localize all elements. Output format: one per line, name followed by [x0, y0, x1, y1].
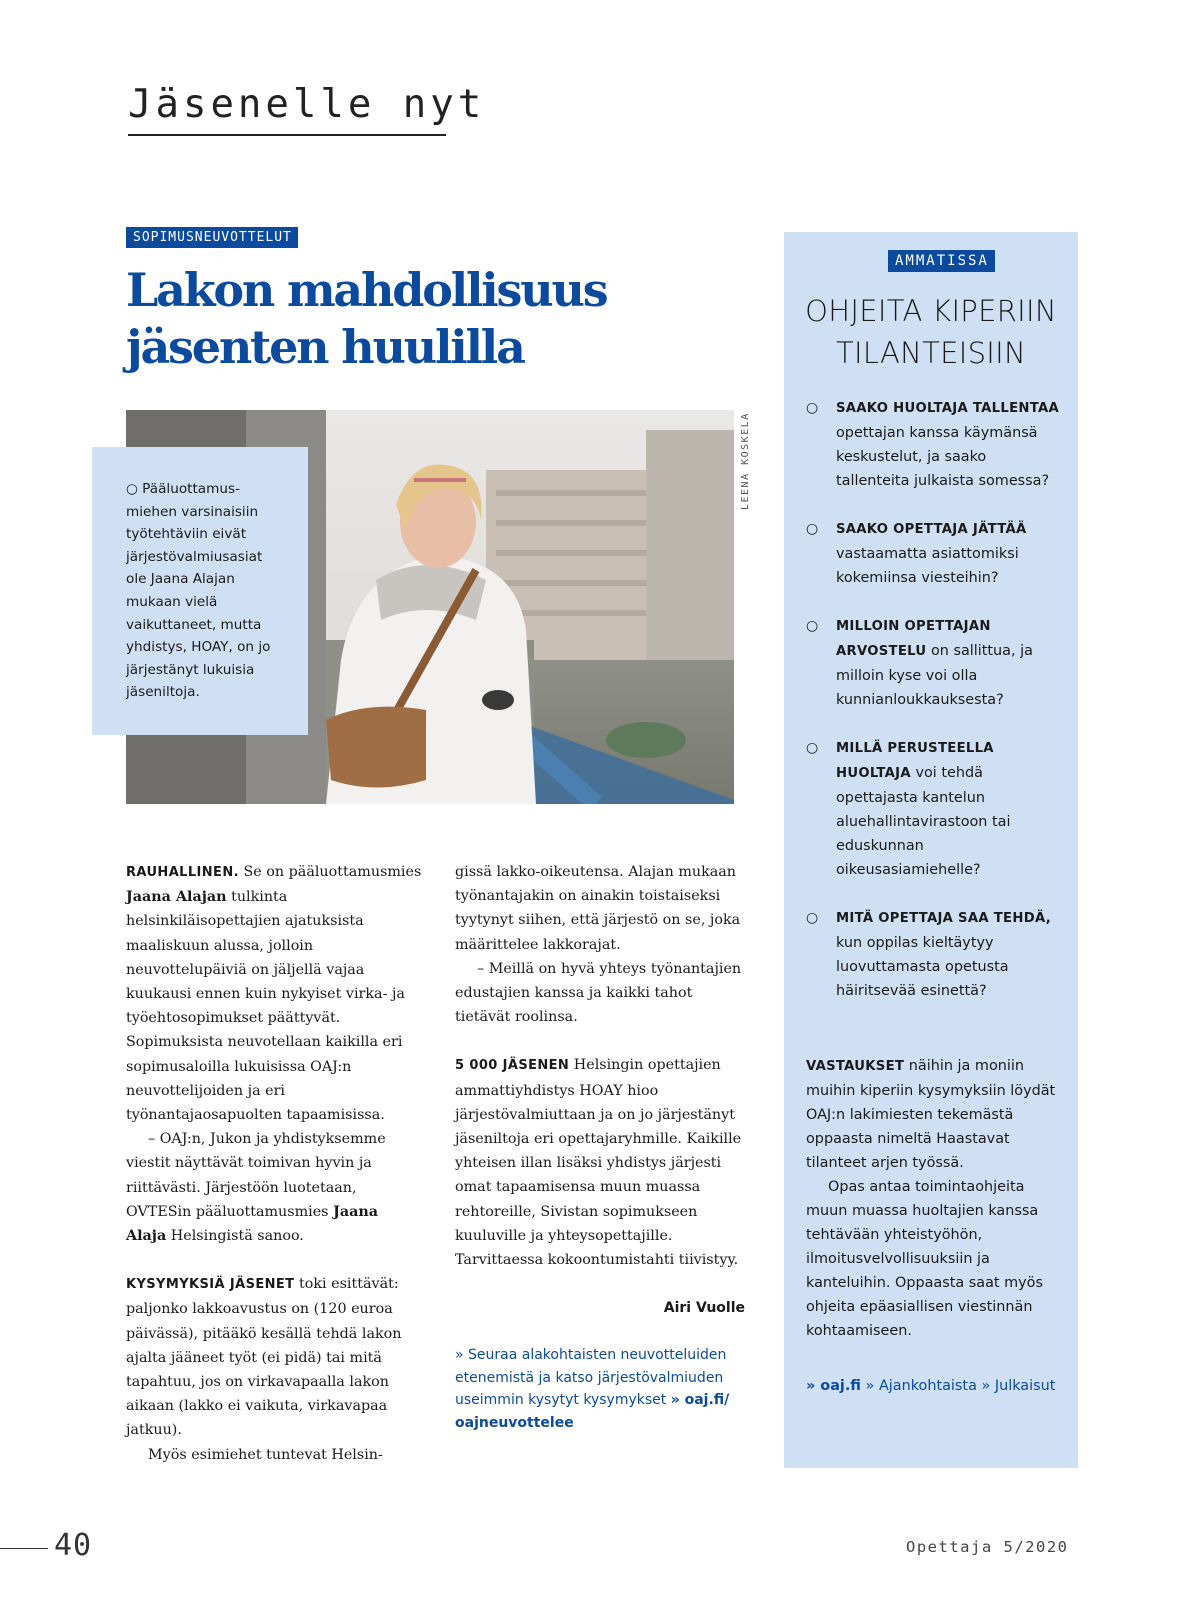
question-item: ○ MITÄ OPETTAJA SAA TEHDÄ, kun oppilas kieltäytyy luovuttamasta opetusta häiritsevää esinettä?	[806, 906, 1060, 1003]
circle-bullet-icon: ○	[806, 618, 819, 634]
lead-rauhallinen: RAUHALLINEN.	[126, 865, 239, 880]
question-item: ○ SAAKO OPETTAJA JÄTTÄÄ vastaamatta asiattomiksi kokemiinsa viesteihin?	[806, 517, 1060, 590]
footer-rule	[0, 1548, 48, 1549]
photo-credit: LEENA KOSKELA	[740, 412, 751, 510]
question-item: ○ MILLÄ PERUSTEELLA HUOLTAJA voi tehdä opettajasta kantelun aluehallintavirastoon tai eduskunnan oikeusasiamiehelle?	[806, 736, 1060, 882]
paragraph: gissä lakko-oikeutensa. Alajan mukaan työnantajakin on ainakin toistaiseksi tyytynyt siihen, että järjestö on se, joka määrittelee lakkorajat.	[455, 864, 741, 953]
article-kicker: SOPIMUSNEUVOTTELUT	[126, 227, 298, 248]
lead-kysymyksia: KYSYMYKSIÄ JÄSENET	[126, 1277, 295, 1293]
lead-5000-jasenen: 5 000 JÄSENEN	[455, 1058, 570, 1074]
article-column-2: gissä lakko-oikeutensa. Alajan mukaan työnantajakin on ainakin toistaiseksi tyytynyt siihen, että järjestö on se, joka määrittelee lakkorajat. – Meillä on hyvä yhteys työnantajien edustajien kanssa ja kaikki tahot tietävät roolinsa. 5 000 JÄSENEN Helsingin opettajien ammattiyhdistys HOAY hioo järjestövalmiuttaan ja on jo järjestänyt jäseniltoja eri opettajaryhmille. Kaikille yhteisen illan lisäksi yhdistys järjesti omat tapaamisensa muun muassa rehtoreille, Sivistan sopimukseen kuuluville ja yhteysopettajille. Tarvittaessa kokoontumistahti tiivistyy. Airi Vuolle » Seuraa alakohtaisten neuvotteluiden etenemistä ja katso järjestövalmiuden useimmin kysytyt kysymykset » oaj.fi/ oajneuvottelee	[455, 860, 745, 1434]
question-item: ○ MILLOIN OPETTAJAN ARVOSTELU on sallittua, ja milloin kyse voi olla kunnianloukkauksesta?	[806, 614, 1060, 712]
circle-bullet-icon: ○	[806, 740, 819, 756]
oaj-link[interactable]: » oaj.fi	[806, 1378, 861, 1394]
paragraph: – Meillä on hyvä yhteys työnantajien edustajien kanssa ja kaikki tahot tietävät roolinsa.	[455, 960, 742, 1026]
issue-label: Opettaja 5/2020	[906, 1538, 1069, 1556]
circle-bullet-icon: ○	[806, 400, 819, 416]
section-title: Jäsenelle nyt	[128, 82, 486, 127]
oaj-neuvottelee-link[interactable]: » oaj.fi/ oajneuvottelee	[455, 1392, 730, 1431]
page-number: 40	[54, 1528, 93, 1563]
photo-caption: ○ Pääluottamusmiehen varsinaisiin työtehtäviin eivät järjestövalmiusasiat ole Jaana Alajan mukaan vielä vaikuttaneet, mutta yhdistys, HOAY, on jo järjestänyt lukuisia jäseniltoja.	[126, 481, 271, 701]
circle-bullet-icon: ○	[806, 910, 819, 926]
section-underline	[128, 134, 446, 136]
sidebar-title: OHJEITA KIPERIIN TILANTEISIIN	[805, 294, 1057, 370]
headline-line-1: Lakon mahdollisuus	[126, 263, 607, 317]
question-item: ○ SAAKO HUOLTAJA TALLENTAA opettajan kanssa käymänsä keskustelut, ja saako tallenteita julkaista somessa?	[806, 396, 1060, 493]
paragraph: Opas antaa toimintaohjeita muun muassa huoltajien kanssa tehtävään yhteistyöhön, ilmoitusvelvollisuuksiin ja kanteluihin. Oppaasta saat myös ohjeita epäasiallisen viestinnän kohtaamiseen.	[806, 1179, 1043, 1339]
headline	[126, 262, 726, 376]
lead-vastaukset: VASTAUKSET	[806, 1059, 905, 1074]
headline-line-2: jäsenten huulilla	[126, 320, 524, 374]
sidebar-kicker: AMMATISSA	[888, 250, 995, 272]
answers-text: VASTAUKSET näihin ja moniin muihin kiperiin kysymyksiin löydät OAJ:n lakimiesten tekemästä oppaasta nimeltä Haastavat tilanteet arjen työssä. Opas antaa toimintaohjeita muun muassa huoltajien kanssa tehtävään yhteistyöhön, ilmoitusvelvollisuuksiin ja kanteluihin. Oppaasta saat myös ohjeita epäasiallisen viestinnän kohtaamiseen.	[806, 1054, 1062, 1343]
person-name: Jaana Alaja	[126, 1203, 379, 1245]
follow-link-block: » Seuraa alakohtaisten neuvotteluiden etenemistä ja katso järjestövalmiuden useimmin kysytyt kysymykset » oaj.fi/ oajneuvottelee	[455, 1347, 730, 1431]
question-list	[806, 396, 1060, 1027]
paragraph: Myös esimiehet tuntevat Helsin-	[148, 1446, 383, 1463]
sidebar-link[interactable]: » oaj.fi » Ajankohtaista » Julkaisut	[806, 1378, 1056, 1394]
article-column-1: RAUHALLINEN. Se on pääluottamusmies Jaana Alajan tulkinta helsinkiläisopettajien ajatuksista maaliskuun alussa, jolloin neuvottelupäiviä on jäljellä vajaa kuukausi ennen kuin nykyiset virka- ja työehtosopimukset päättyvät. Sopimuksista neuvotellaan kaikilla eri sopimusaloilla lukuisissa OAJ:n neuvottelijoiden ja eri työnantajaosapuolten tapaamisissa. – OAJ:n, Jukon ja yhdistyksemme viestit näyttävät toimivan hyvin ja riittävästi. Järjestöön luotetaan, OVTESin pääluottamusmies Jaana Alaja Helsingistä sanoo. KYSYMYKSIÄ JÄSENET toki esittävät: paljonko lakkoavustus on (120 euroa päivässä), pitääkö kesällä tehdä lakon ajalta jääneet työt (ei pidä) tai mitä tapahtuu, jos on virkavapaalla lakon aikaan (lakko ei vaikuta, virkavapaa jatkuu). Myös esimiehet tuntevat Helsin-	[126, 860, 422, 1467]
circle-bullet-icon: ○	[806, 521, 819, 537]
person-name: Jaana Alajan	[126, 889, 227, 906]
author-signature: Airi Vuolle	[663, 1300, 745, 1317]
